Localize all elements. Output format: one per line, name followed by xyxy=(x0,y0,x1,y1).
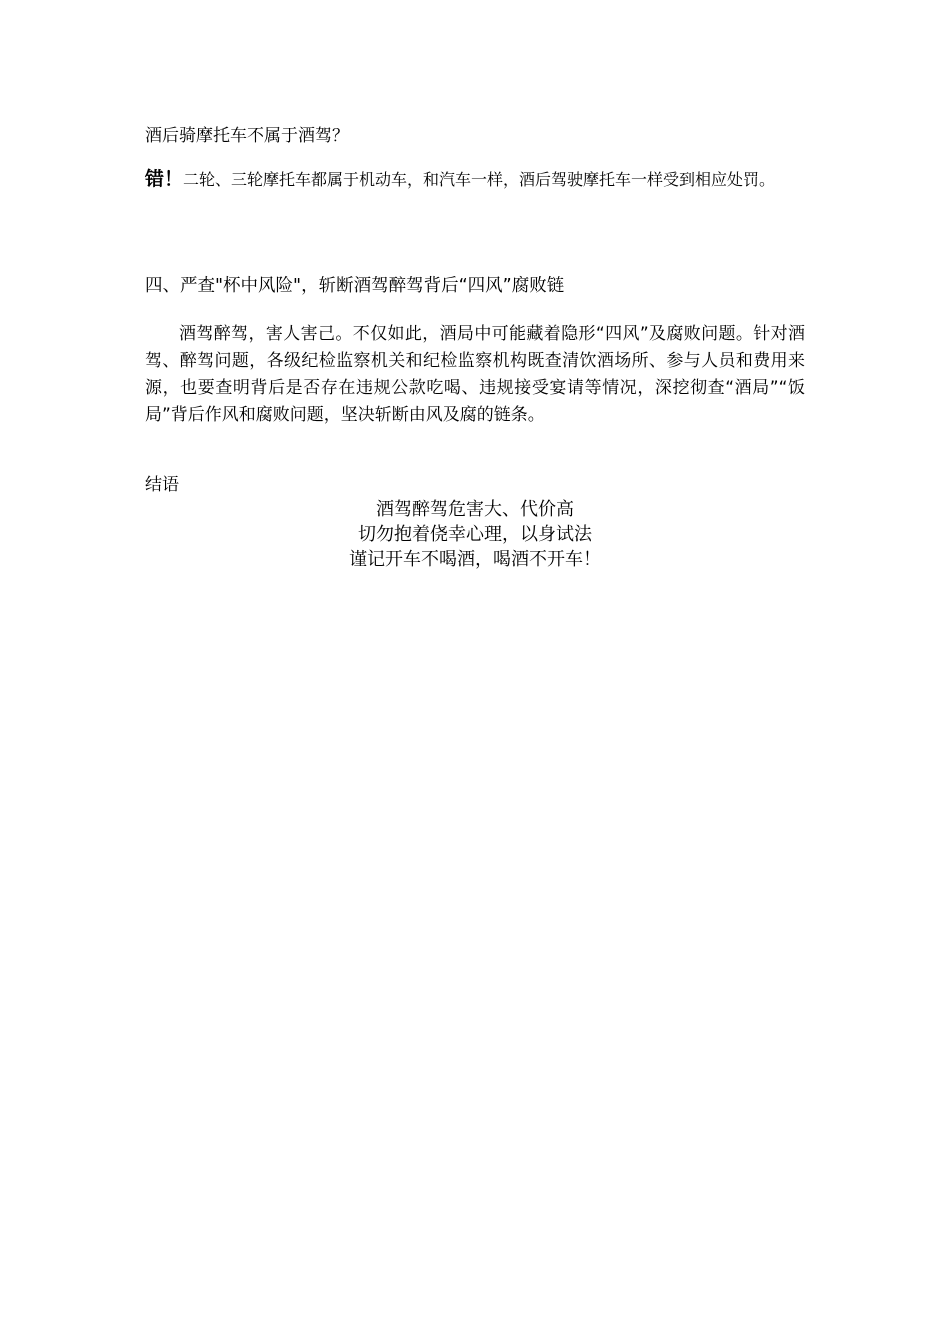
answer-body: 二轮、三轮摩托车都属于机动车，和汽车一样，酒后驾驶摩托车一样受到相应处罚。 xyxy=(183,170,776,189)
question-text: 酒后骑摩托车不属于酒驾？ xyxy=(145,126,349,146)
closing-line: 切勿抱着侥幸心理，以身试法 xyxy=(358,524,592,545)
answer-lead: 错！ xyxy=(145,168,184,190)
closing-slogans xyxy=(145,497,805,572)
section-four-heading: 四、严查"杯中风险"，斩断酒驾醉驾背后“四风”腐败链 xyxy=(145,276,565,296)
conclusion-heading: 结语 xyxy=(145,475,179,495)
section-four-paragraph: 酒驾醉驾，害人害己。不仅如此，酒局中可能藏着隐形“四风”及腐败问题。针对酒驾、醉驾问题，各级纪检监察机关和纪检监察机构既查清饮酒场所、参与人员和费用来源，也要查明背后是否存在违规公款吃喝、违规接受宴请等情况，深挖彻查“酒局”“饭局”背后作风和腐败问题，坚决斩断由风及腐的链条。 xyxy=(145,324,805,425)
closing-line: 酒驾醉驾危害大、代价高 xyxy=(376,499,574,520)
answer-paragraph xyxy=(145,162,805,197)
closing-line: 谨记开车不喝酒，喝酒不开车！ xyxy=(349,549,601,570)
